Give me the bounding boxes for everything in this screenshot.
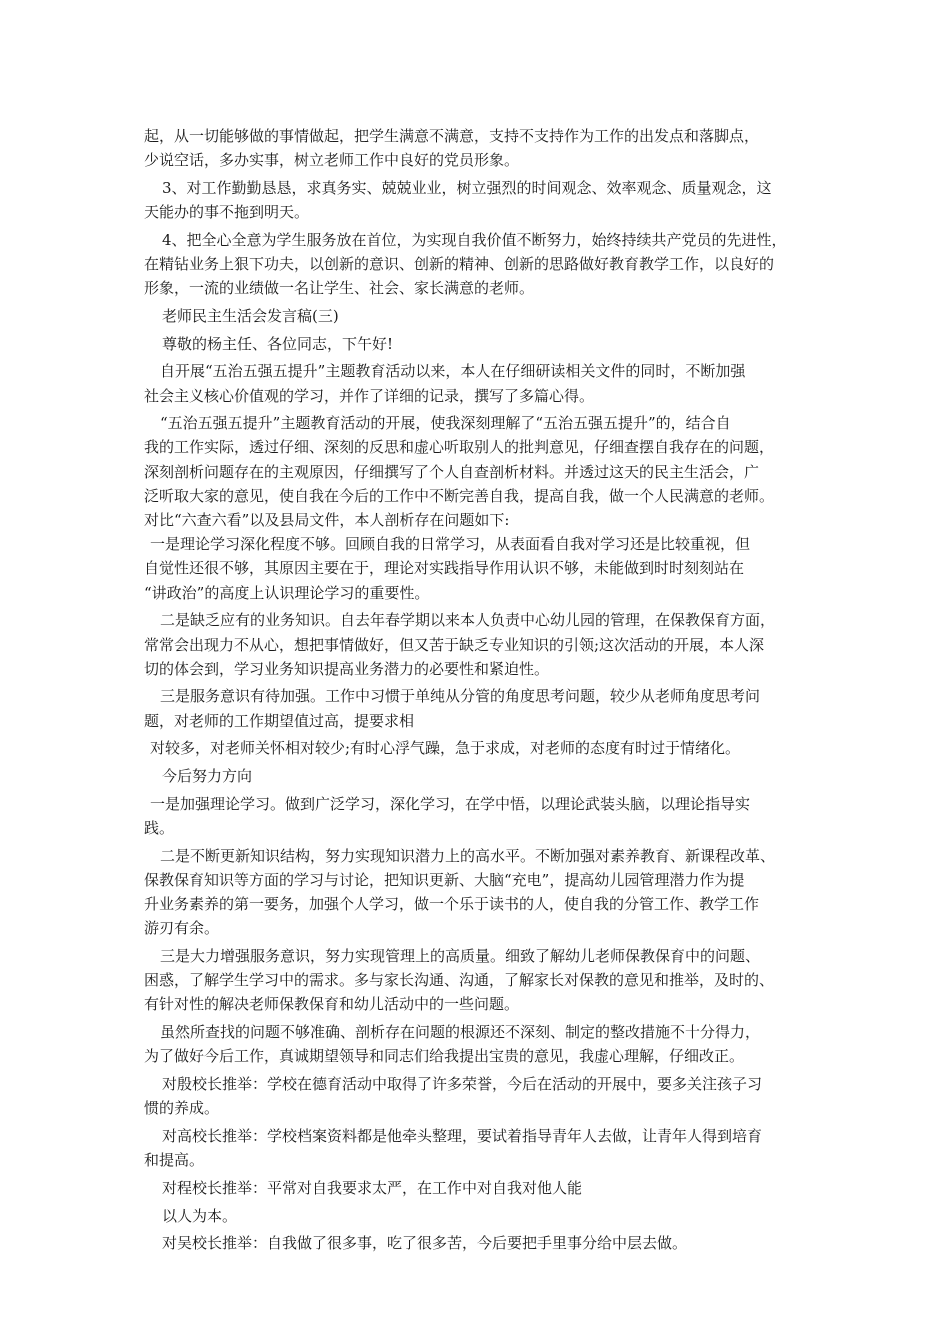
document-line: 以人为本。: [162, 1206, 238, 1225]
document-line: 起，从一切能够做的事情做起，把学生满意不满意，支持不支持作为工作的出发点和落脚点，: [144, 127, 760, 145]
document-line: 二是不断更新知识结构，努力实现知识潜力上的高水平。不断加强对素养教育、新课程改革、: [160, 846, 776, 865]
document-line: 三是服务意识有待加强。工作中习惯于单纯从分管的角度思考问题，较少从老师角度思考问: [160, 687, 761, 706]
document-line: 对程校长推举：平常对自我要求太严，在工作中对自我对他人能: [162, 1178, 583, 1197]
document-line: 自觉性还很不够，其原因主要在于，理论对实践指导作用认识不够，未能做到时时刻刻站在: [144, 559, 745, 578]
document-line: 虽然所查找的问题不够准确、剖析存在问题的根源还不深刻、制定的整改措施不十分得力，: [160, 1023, 761, 1042]
document-line: 为了做好今后工作，真诚期望领导和同志们给我提出宝贵的意见，我虚心理解，仔细改正。: [144, 1047, 745, 1066]
document-line: 我的工作实际，透过仔细、深刻的反思和虚心听取别人的批判意见，仔细查摆自我存在的问题，: [144, 438, 775, 457]
document-line: 有针对性的解决老师保教保育和幼儿活动中的一些问题。: [144, 995, 520, 1014]
document-line: 在精钻业务上狠下功夫，以创新的意识、创新的精神、创新的思路做好教育教学工作，以良好的: [144, 255, 775, 274]
document-line: “讲政治”的高度上认识理论学习的重要性。: [144, 583, 430, 602]
document-line: 自开展“五治五强五提升”主题教育活动以来，本人在仔细研读相关文件的同时，不断加强: [160, 362, 746, 381]
document-line: 游刃有余。: [144, 919, 220, 938]
document-line: 升业务素养的第一要务，加强个人学习，做一个乐于读书的人，使自我的分管工作、教学工作: [144, 895, 760, 914]
document-body: [144, 124, 824, 1255]
document-line: 泛听取大家的意见，使自我在今后的工作中不断完善自我，提高自我，做一个人民满意的老师。: [144, 486, 775, 505]
document-line: 深刻剖析问题存在的主观原因，仔细撰写了个人自查剖析材料。并透过这天的民主生活会，广: [144, 462, 760, 481]
document-line: 和提高。: [144, 1151, 205, 1170]
document-line: 今后努力方向: [162, 767, 253, 786]
document-line: 对比“六查六看”以及县局文件，本人剖析存在问题如下:: [144, 511, 510, 530]
document-line: 3、对工作勤勤恳恳，求真务实、兢兢业业，树立强烈的时间观念、效率观念、质量观念，这: [162, 178, 772, 197]
document-line: “五治五强五提升”主题教育活动的开展，使我深刻理解了“五治五强五提升”的，结合自: [160, 414, 731, 433]
document-line: 对较多，对老师关怀相对较少;有时心浮气躁，急于求成，对老师的态度有时过于情绪化。: [150, 739, 741, 758]
document-line: 4、把全心全意为学生服务放在首位，为实现自我价值不断努力，始终持续共产党员的先进性，: [162, 230, 787, 249]
document-line: 二是缺乏应有的业务知识。自去年春学期以来本人负责中心幼儿园的管理，在保教保育方面，: [160, 611, 776, 630]
document-line: 对殷校长推举：学校在德育活动中取得了许多荣誉，今后在活动的开展中，要多关注孩子习: [162, 1075, 763, 1094]
document-line: 常常会出现力不从心，想把事情做好，但又苦于缺乏专业知识的引领;这次活动的开展，本人深: [144, 635, 765, 654]
document-line: 题，对老师的工作期望值过高，提要求相: [144, 711, 415, 730]
document-line: 形象，一流的业绩做一名让学生、社会、家长满意的老师。: [144, 279, 535, 298]
document-line: 切的体会到，学习业务知识提高业务潜力的必要性和紧迫性。: [144, 659, 550, 678]
document-line: 对吴校长推举：自我做了很多事，吃了很多苦，今后要把手里事分给中层去做。: [162, 1234, 688, 1253]
document-line: 三是大力增强服务意识，努力实现管理上的高质量。细致了解幼儿老师保教保育中的问题、: [160, 947, 761, 965]
document-line: 少说空话，多办实事，树立老师工作中良好的党员形象。: [144, 151, 520, 170]
document-line: 对高校长推举：学校档案资料都是他牵头整理，要试着指导青年人去做，让青年人得到培育: [162, 1126, 763, 1145]
document-line: 一是加强理论学习。做到广泛学习，深化学习，在学中悟，以理论武装头脑，以理论指导实: [150, 794, 751, 813]
document-line: 尊敬的杨主任、各位同志，下午好!: [162, 334, 394, 353]
document-line: 践。: [144, 818, 175, 837]
document-line: 保教保育知识等方面的学习与讨论，把知识更新、大脑“充电”，提高幼儿园管理潜力作为提: [144, 870, 745, 889]
document-line: 惯的养成。: [144, 1099, 220, 1118]
document-line: 天能办的事不拖到明天。: [144, 203, 310, 222]
document-line: 社会主义核心价值观的学习，并作了详细的记录，撰写了多篇心得。: [144, 386, 595, 405]
document-line: 一是理论学习深化程度不够。回顾自我的日常学习，从表面看自我对学习还是比较重视，但: [150, 535, 751, 554]
document-line: 老师民主生活会发言稿(三): [162, 306, 339, 325]
document-line: 困惑，了解学生学习中的需求。多与家长沟通、沟通，了解家长对保教的意见和推举，及时的、: [144, 971, 775, 990]
